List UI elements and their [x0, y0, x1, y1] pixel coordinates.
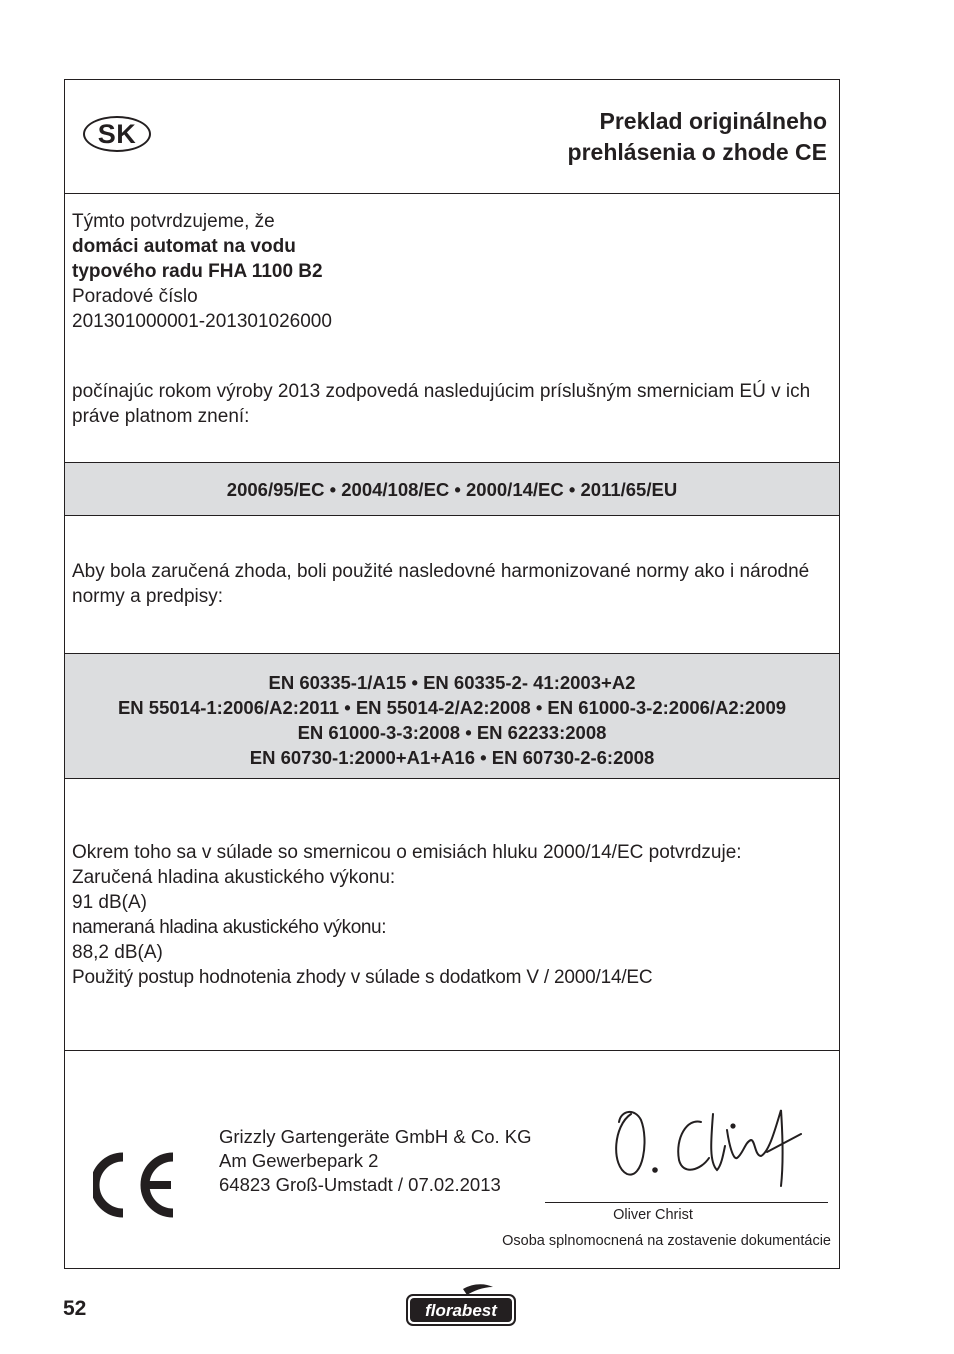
declaration-frame [64, 79, 840, 1269]
norm-line: EN 61000-3-3:2008 • EN 62233:2008 [297, 722, 607, 743]
norm-line: EN 55014-1:2006/A2:2011 • EN 55014-2/A2:2008 • EN 61000-3-2:2006/A2:2009 [117, 697, 787, 718]
svg-text:florabest: florabest [425, 1301, 497, 1320]
norm-line: EN 60335-1/A15 • EN 60335-2- 41:2003+A2 [268, 672, 636, 693]
product-model: typového radu FHA 1100 B2 [72, 261, 323, 282]
company-address [219, 1125, 532, 1197]
handwritten-signature [605, 1100, 815, 1192]
norms-list [65, 670, 839, 770]
language-badge [83, 116, 151, 152]
company-name: Grizzly Gartengeräte GmbH & Co. KG [219, 1126, 532, 1147]
signatory-role: Osoba splnomocnená na zostavenie dokumentácie [502, 1233, 831, 1249]
norms-row [65, 653, 839, 779]
company-city-date: 64823 Groß-Umstadt / 07.02.2013 [219, 1174, 501, 1195]
title-line-1: Preklad originálneho [599, 108, 827, 134]
noise-intro: Okrem toho sa v súlade so smernicou o emisiách hluku 2000/14/EC potvrdzuje: [72, 842, 742, 863]
directives-list: 2006/95/EC • 2004/108/EC • 2000/14/EC • 2011/65/EU [226, 479, 678, 500]
measured-value: 88,2 dB(A) [72, 942, 163, 963]
measured-label: nameraná hladina akustického výkonu: [72, 917, 387, 938]
serial-range: 201301000001-201301026000 [72, 311, 332, 332]
divider [65, 1050, 839, 1051]
language-code: SK [97, 118, 137, 149]
serial-label: Poradové číslo [72, 286, 198, 307]
intro-line: Týmto potvrdzujeme, že [72, 211, 275, 232]
divider [65, 193, 839, 194]
noise-block [72, 840, 835, 990]
product-name: domáci automat na vodu [72, 236, 296, 257]
guaranteed-label: Zaručená hladina akustického výkonu: [72, 867, 396, 888]
conformity-text: počínajúc rokom výroby 2013 zodpovedá nasledujúcim príslušným smerniciam EÚ v ich práve platnom znení: [72, 381, 811, 427]
intro-block [72, 209, 835, 334]
ce-mark-icon [93, 1152, 181, 1218]
document-title [568, 106, 827, 168]
norm-line: EN 60730-1:2000+A1+A16 • EN 60730-2-6:2008 [249, 747, 655, 768]
page-number: 52 [63, 1297, 87, 1320]
signature-line [545, 1202, 828, 1203]
title-line-2: prehlásenia o zhode CE [567, 139, 827, 165]
florabest-logo [405, 1283, 517, 1327]
company-street: Am Gewerbepark 2 [219, 1150, 379, 1171]
norms-intro: Aby bola zaručená zhoda, boli použité nasledovné harmonizované normy ako i národné normy a predpisy: [72, 561, 810, 607]
directives-row [65, 462, 839, 516]
signatory-name: Oliver Christ [613, 1207, 693, 1223]
procedure-text: Použitý postup hodnotenia zhody v súlade s dodatkom V / 2000/14/EC [72, 967, 653, 988]
guaranteed-value: 91 dB(A) [72, 892, 147, 913]
